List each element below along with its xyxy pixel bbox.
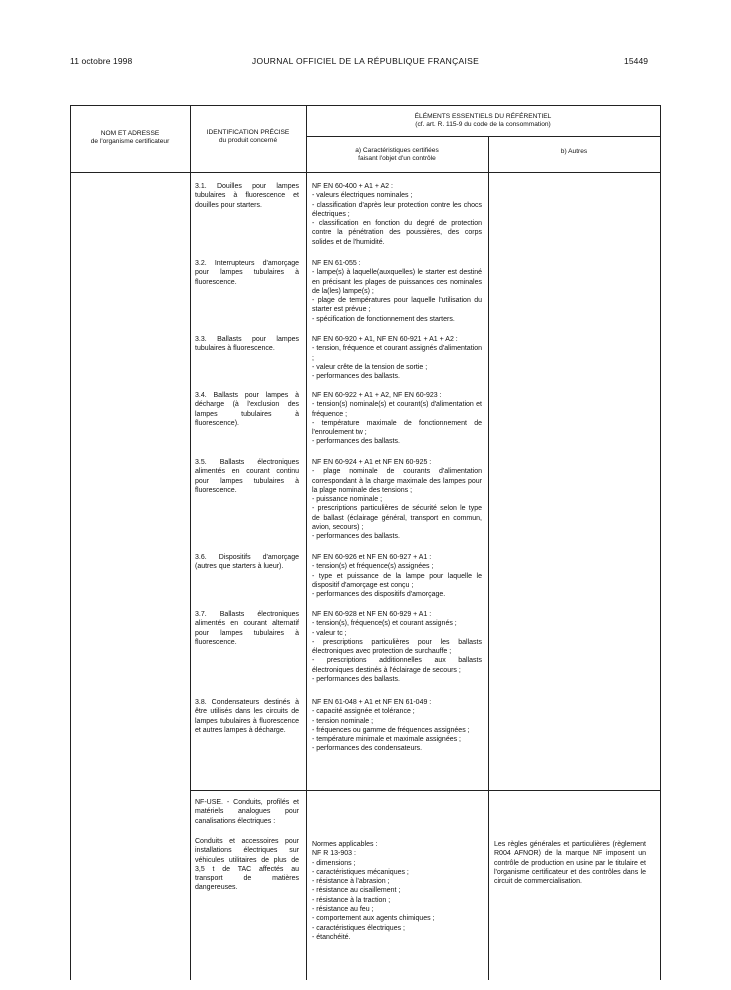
- header-caracteristiques: a) Caractéristiques certifiées faisant l'objet d'un contrôle: [355, 147, 439, 162]
- char-line: - valeur crête de la tension de sortie ;: [312, 363, 428, 371]
- char-line: - fréquences ou gamme de fréquences assignées ;: [312, 726, 470, 734]
- char-line: - performances des condensateurs.: [312, 745, 423, 753]
- characteristics-3-3: [312, 335, 482, 381]
- product-id-3-6: 3.6. Dispositifs d'amorçage (autres que starters à lueur).: [195, 554, 299, 571]
- char-line: - prescriptions particulières pour les ballasts électroniques avec protection de surchauffe ;: [312, 638, 482, 656]
- char-line: NF EN 60-400 + A1 + A2 :: [312, 183, 393, 190]
- characteristics-3-5: [312, 458, 482, 542]
- char-line: - température maximale de fonctionnement de l'enroulement tw ;: [312, 419, 482, 437]
- char-line: - performances des ballasts.: [312, 676, 400, 684]
- char-line: - spécification de fonctionnement des starters.: [312, 315, 455, 323]
- product-id-3-7: 3.7. Ballasts électroniques alimentés en courant alternatif pour lampes tubulaires à fluorescence.: [195, 611, 299, 646]
- char-line: NF R 13-903 :: [312, 850, 356, 858]
- char-line: - performances des ballasts.: [312, 438, 400, 446]
- nf-use-title: NF-USE. - Conduits, profilés et matériels analogues pour canalisations électriques :: [195, 799, 299, 825]
- column-divider-1: [190, 105, 191, 980]
- characteristics-3-7: [312, 610, 482, 684]
- char-line: - caractéristiques électriques ;: [312, 924, 405, 932]
- char-line: - caractéristiques mécaniques ;: [312, 868, 409, 876]
- entry-separator: [190, 790, 661, 791]
- page-date: 11 octobre 1998: [70, 56, 133, 66]
- char-line: - tension(s), fréquence(s) et courant assignés ;: [312, 620, 457, 628]
- page-number: 15449: [624, 56, 649, 66]
- product-id-3-3: 3.3. Ballasts pour lampes tubulaires à fluorescence.: [195, 336, 299, 353]
- char-line: - étanchéité.: [312, 933, 351, 941]
- table-left-border: [70, 105, 71, 980]
- product-id-3-8: 3.8. Condensateurs destinés à être utilisés dans les circuits de lampes tubulaires à fluorescence et autres lampes à décharge.: [195, 699, 299, 734]
- char-line: - classification d'après leur protection contre les chocs électriques ;: [312, 201, 482, 218]
- char-line: NF EN 60-922 + A1 + A2, NF EN 60-923 :: [312, 392, 442, 399]
- char-line: - dimensions ;: [312, 859, 356, 867]
- product-id-3-1: 3.1. Douilles pour lampes tubulaires à fluorescence et douilles pour starters.: [195, 183, 299, 209]
- char-line: - résistance à l'abrasion ;: [312, 878, 390, 886]
- nf-use-other-rules: Les règles générales et particulières (règlement R004 AFNOR) de la marque NF imposent un contrôle de production en usine par le titulaire et l'organisme certificateur et des contrôles dans le circuit de commercialisation.: [494, 841, 646, 886]
- product-id-3-2: 3.2. Interrupteurs d'amorçage pour lampes tubulaires à fluorescence.: [195, 260, 299, 286]
- table-top-rule: [70, 105, 661, 106]
- header-identification: IDENTIFICATION PRÉCISE du produit concerné: [206, 129, 290, 144]
- char-line: - plage nominale de courants d'alimentation correspondant à la charge maximale des lampes pour la plage nominale des tensions ;: [312, 468, 482, 494]
- characteristics-3-6: [312, 553, 482, 599]
- char-line: NF EN 60-920 + A1, NF EN 60-921 + A1 + A2 :: [312, 336, 458, 343]
- char-line: NF EN 60-926 et NF EN 60-927 + A1 :: [312, 554, 432, 561]
- char-line: - température minimale et maximale assignées ;: [312, 736, 462, 744]
- char-line: - lampe(s) à laquelle(auxquelles) le starter est destiné en précisant les plages de puissances ces nominales de la(les) lampe(s) ;: [312, 269, 482, 295]
- table-header-rule: [70, 172, 661, 173]
- char-line: - prescriptions particulières de sécurité selon le type de ballast (éclairage général, transport en commun, avion, secours) ;: [312, 505, 482, 532]
- char-line: NF EN 60-924 + A1 et NF EN 60-925 :: [312, 459, 432, 466]
- char-line: - tension(s) et fréquence(s) assignées ;: [312, 563, 434, 571]
- column-divider-3: [488, 136, 489, 980]
- nf-use-characteristics: [312, 840, 482, 942]
- char-line: - performances des dispositifs d'amorçage.: [312, 591, 446, 599]
- journal-title: JOURNAL OFFICIEL DE LA RÉPUBLIQUE FRANÇAISE: [251, 56, 480, 66]
- header-autres: b) Autres: [560, 148, 588, 155]
- group-sub-rule: [306, 136, 661, 137]
- char-line: - plage de températures pour laquelle l'utilisation du starter est prévue ;: [312, 297, 482, 314]
- char-line: - capacité assignée et tolérance ;: [312, 708, 415, 716]
- char-line: NF EN 61-055 :: [312, 260, 361, 267]
- nf-use-product-id: Conduits et accessoires pour installations électriques sur véhicules utilitaires de plus de 3,5 t de TAC affectés au transport de matières dangereuses.: [195, 838, 299, 892]
- char-line: - type et puissance de la lampe pour laquelle le dispositif d'amorçage est conçu ;: [312, 572, 482, 589]
- header-elements-essentiels: ÉLÉMENTS ESSENTIELS DU RÉFÉRENTIEL (cf. art. R. 115-9 du code de la consommation): [414, 113, 552, 128]
- header-organisme: NOM ET ADRESSE de l'organisme certificateur: [90, 130, 170, 145]
- characteristics-3-4: [312, 391, 482, 447]
- characteristics-3-8: [312, 698, 482, 754]
- char-line: - performances des ballasts.: [312, 373, 400, 381]
- char-line: - résistance à la traction ;: [312, 896, 391, 904]
- column-divider-2: [306, 105, 307, 980]
- char-line: - résistance au cisaillement ;: [312, 887, 401, 895]
- char-line: - valeurs électriques nominales ;: [312, 192, 413, 200]
- char-line: - comportement aux agents chimiques ;: [312, 915, 435, 923]
- characteristics-3-2: [312, 259, 482, 324]
- char-line: - puissance nominale ;: [312, 496, 383, 504]
- table-right-border: [660, 105, 661, 980]
- char-line: - valeur tc ;: [312, 629, 347, 637]
- char-line: NF EN 61-048 + A1 et NF EN 61-049 :: [312, 699, 432, 706]
- product-id-3-4: 3.4. Ballasts pour lampes à décharge (à l'exclusion des lampes tubulaires à fluorescence).: [195, 392, 299, 427]
- char-line: - tension nominale ;: [312, 717, 374, 725]
- char-line: Normes applicables :: [312, 841, 378, 848]
- char-line: NF EN 60-928 et NF EN 60-929 + A1 :: [312, 611, 432, 618]
- char-line: - classification en fonction du degré de protection contre la pénétration des poussières, des corps solides et de l'humidité.: [312, 220, 482, 246]
- char-line: - performances des ballasts.: [312, 533, 400, 541]
- char-line: - prescriptions additionnelles aux ballasts électroniques destinés à l'éclairage de secours ;: [312, 657, 482, 674]
- char-line: - tension(s) nominale(s) et courant(s) d'alimentation et fréquence ;: [312, 401, 482, 418]
- char-line: - tension, fréquence et courant assignés d'alimentation ;: [312, 345, 482, 362]
- product-id-3-5: 3.5. Ballasts électroniques alimentés en courant continu pour lampes tubulaires à fluorescence.: [195, 459, 299, 494]
- characteristics-3-1: [312, 182, 482, 247]
- char-line: - résistance au feu ;: [312, 906, 374, 914]
